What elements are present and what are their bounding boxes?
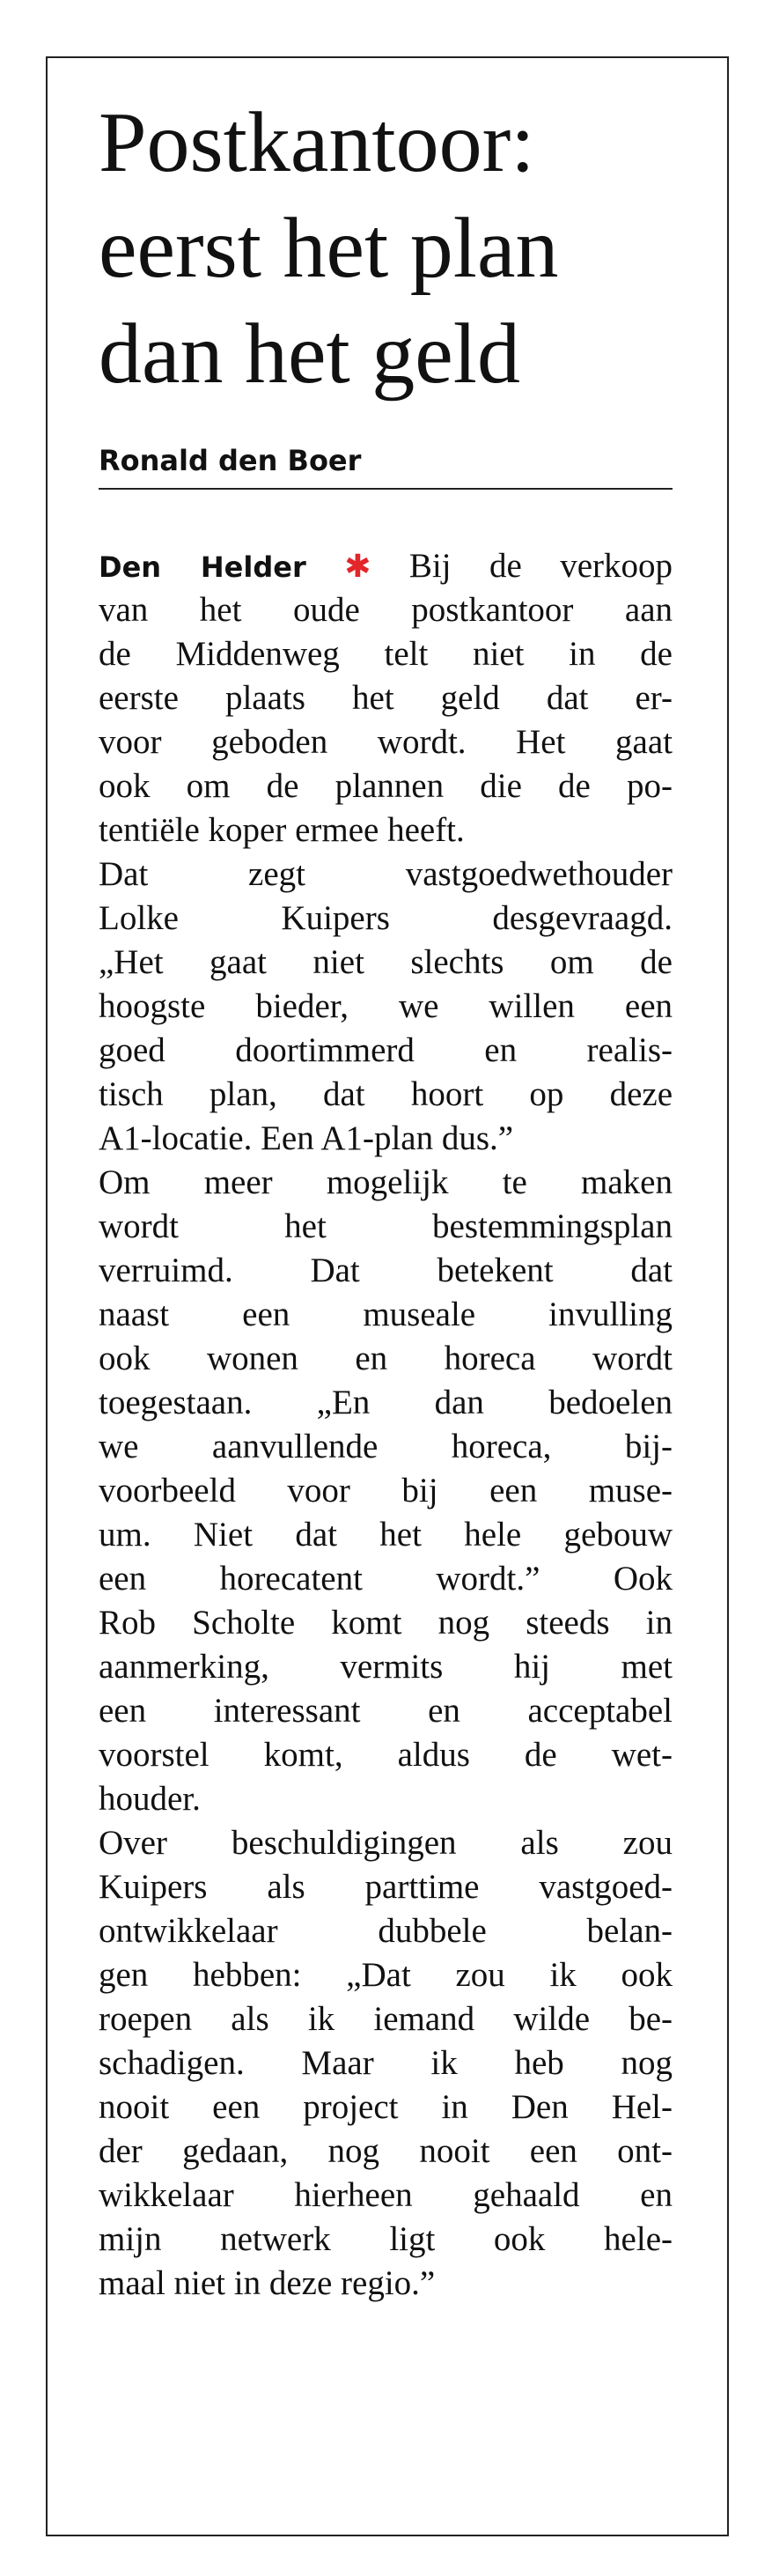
body-line: nooit een project in Den Hel- [99, 2088, 673, 2126]
headline-line: dan het geld [99, 306, 520, 402]
body-line: voorstel komt, aldus de wet- [99, 1736, 673, 1774]
body-line: gen hebben: „Dat zou ik ook [99, 1956, 673, 1994]
body-line: naast een museale invulling [99, 1295, 673, 1333]
body-line: ontwikkelaar dubbele belan- [99, 1912, 673, 1950]
body-line: houder. [99, 1780, 201, 1818]
headline [99, 90, 715, 407]
body-line: een interessant en acceptabel [99, 1692, 673, 1730]
body-line: hoogste bieder, we willen een [99, 987, 673, 1025]
body-line: toegestaan. „En dan bedoelen [99, 1384, 673, 1421]
body-line: van het oude postkantoor aan [99, 591, 673, 629]
body-line: aanmerking, vermits hij met [99, 1648, 673, 1686]
body-line: eerste plaats het geld dat er- [99, 679, 673, 717]
body-line: goed doortimmerd en realis- [99, 1031, 673, 1069]
headline-line: Postkantoor: [99, 95, 535, 190]
body-line: ook om de plannen die de po- [99, 767, 673, 805]
body-line: wordt het bestemmingsplan [99, 1207, 673, 1245]
body-line: tentiële koper ermee heeft. [99, 811, 465, 849]
body-line: tisch plan, dat hoort op deze [99, 1075, 673, 1113]
first-line-text: Bij de verkoop [408, 547, 673, 585]
body-line: „Het gaat niet slechts om de [99, 943, 673, 981]
byline: Ronald den Boer [99, 444, 362, 477]
body-line: ook wonen en horeca wordt [99, 1340, 673, 1377]
body-line: maal niet in deze regio.” [99, 2264, 436, 2302]
body-line: Om meer mogelijk te maken [99, 1163, 673, 1201]
byline-divider [99, 488, 673, 490]
body-line: schadigen. Maar ik heb nog [99, 2044, 673, 2082]
body-line: verruimd. Dat betekent dat [99, 1251, 673, 1289]
body-line: voorbeeld voor bij een muse- [99, 1472, 673, 1509]
body-line: roepen als ik iemand wilde be- [99, 2000, 673, 2038]
body-line: Dat zegt vastgoedwethouder [99, 855, 673, 893]
asterisk-icon: ✱ [344, 549, 371, 585]
body-line: voor geboden wordt. Het gaat [99, 723, 673, 761]
body-line: der gedaan, nog nooit een ont- [99, 2132, 673, 2170]
first-line [99, 544, 673, 588]
article-body [99, 544, 673, 2306]
body-line: Kuipers als parttime vastgoed- [99, 1868, 673, 1906]
body-line: wikkelaar hierheen gehaald en [99, 2176, 673, 2214]
body-line: mijn netwerk ligt ook hele- [99, 2220, 673, 2258]
body-line: een horecatent wordt.” Ook [99, 1560, 673, 1598]
body-line: um. Niet dat het hele gebouw [99, 1516, 673, 1554]
dateline: Den Helder [99, 550, 306, 584]
article-frame [46, 56, 729, 2536]
body-line: Rob Scholte komt nog steeds in [99, 1604, 673, 1642]
body-line: de Middenweg telt niet in de [99, 635, 673, 673]
body-line: Over beschuldigingen als zou [99, 1824, 673, 1862]
body-line: we aanvullende horeca, bij- [99, 1428, 673, 1465]
body-line: A1-locatie. Een A1-plan dus.” [99, 1119, 514, 1157]
headline-line: eerst het plan [99, 201, 559, 296]
body-lines [99, 588, 673, 2306]
body-line: Lolke Kuipers desgevraagd. [99, 899, 673, 937]
